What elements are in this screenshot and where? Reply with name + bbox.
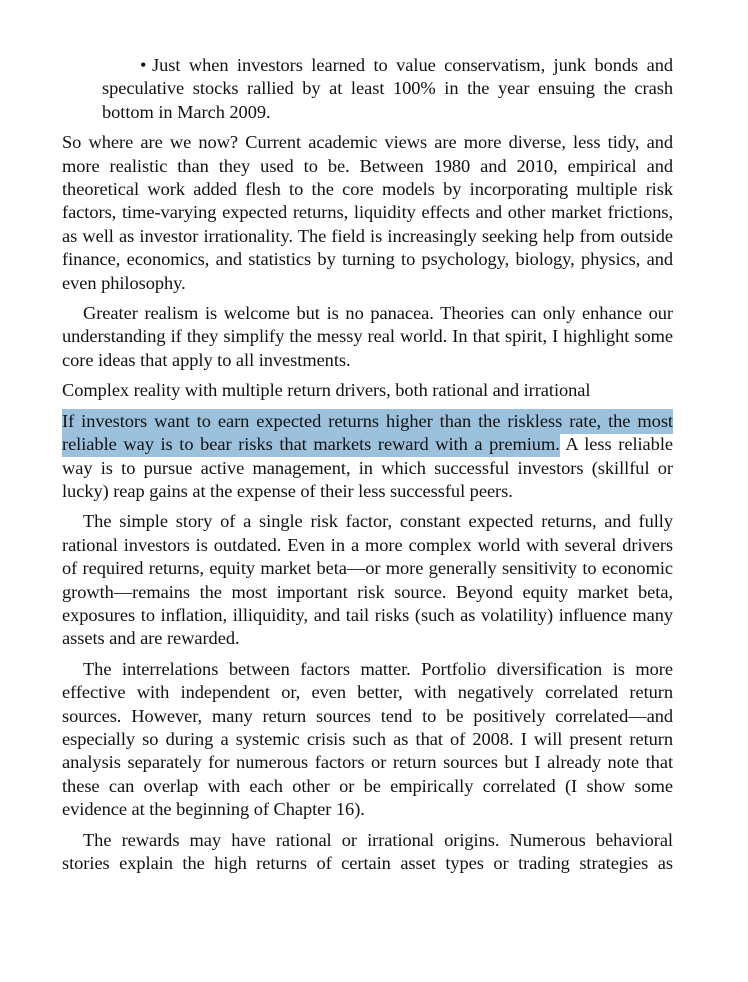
paragraph-text: A less reliable way is to pursue active management, in which successful investors (skillful or lucky) reap gains at the expense of their less successful peers. <box>62 434 673 501</box>
document-page <box>62 54 673 875</box>
bullet-dot: • <box>140 55 147 75</box>
bullet-item <box>102 54 673 124</box>
paragraph-academic-views: So where are we now? Current academic views are more diverse, less tidy, and more realistic than they used to be. Between 1980 and 2010, empirical and theoretical work added flesh to the core models by incorporating multiple risk factors, time-varying expected returns, liquidity effects and other market frictions, as well as investor irrationality. The field is increasingly seeking help from outside finance, economics, and statistics by turning to psychology, biology, physics, and even philosophy. <box>62 132 673 293</box>
paragraph-expected-returns <box>62 410 673 504</box>
paragraph-rewards: The rewards may have rational or irrational origins. Numerous behavioral stories explain the high returns of certain asset types or trading strategies as <box>62 829 673 873</box>
paragraph-interrelations: The interrelations between factors matter. Portfolio diversification is more effective with independent or, even better, with negatively correlated return sources. However, many return sources tend to be positively correlated—and especially so during a systemic crisis such as that of 2008. I will present return analysis separately for numerous factors or return sources but I already note that these can overlap with each other or be empirically correlated (I show some evidence at the beginning of Chapter 16). <box>62 658 673 820</box>
highlighted-text[interactable]: If investors want to earn expected returns higher than the riskless rate, the most reliable way is to bear risks that markets reward with a premium. <box>62 409 673 457</box>
bullet-text: Just when investors learned to value conservatism, junk bonds and speculative stocks rallied by at least 100% in the year ensuing the crash bottom in March 2009. <box>102 55 673 122</box>
section-heading: Complex reality with multiple return drivers, both rational and irrational <box>62 380 591 401</box>
paragraph-simple-story: The simple story of a single risk factor, constant expected returns, and fully rational investors is outdated. Even in a more complex world with several drivers of required returns, equity market beta—or more generally sensitivity to economic growth—remains the most important risk source. Beyond equity market beta, exposures to inflation, illiquidity, and tail risks (such as volatility) influence many assets and are rewarded. <box>62 511 673 649</box>
paragraph-greater-realism: Greater realism is welcome but is no panacea. Theories can only enhance our understanding if they simplify the messy real world. In that spirit, I highlight some core ideas that apply to all investments. <box>62 303 673 370</box>
